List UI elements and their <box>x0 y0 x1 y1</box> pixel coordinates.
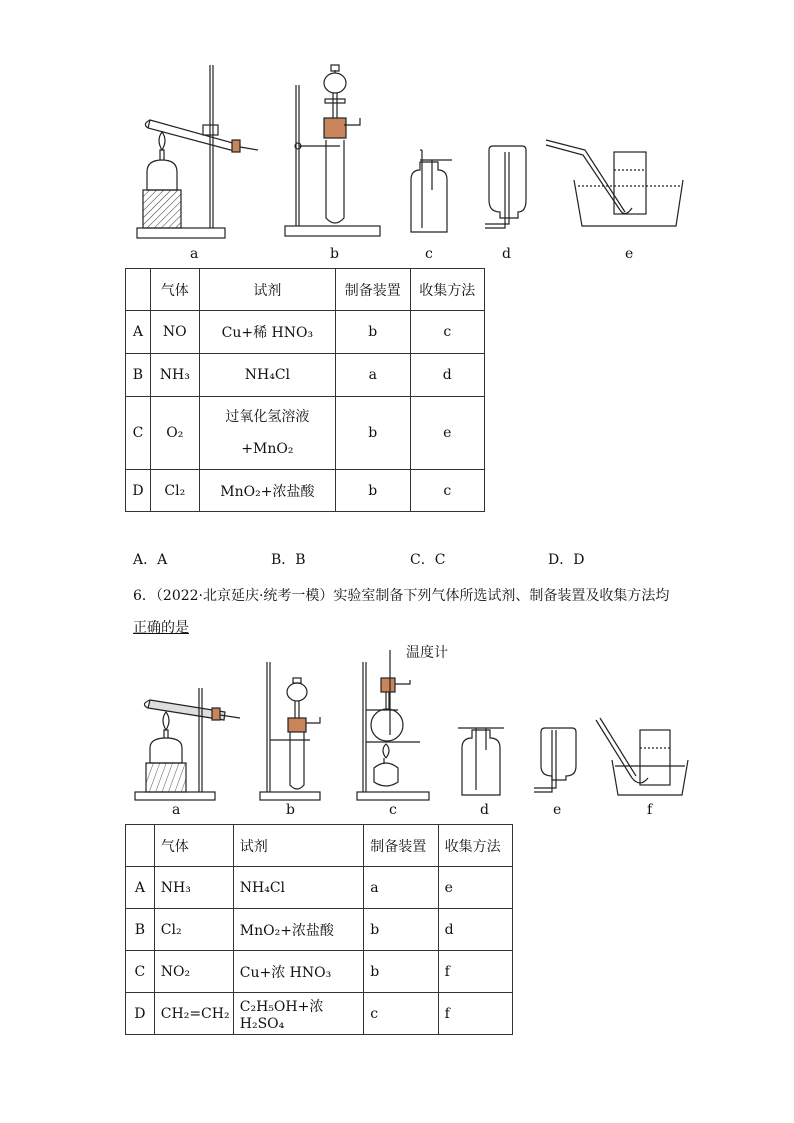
table-row <box>126 993 513 1035</box>
q5-label-c: c <box>425 246 433 262</box>
table-row <box>126 269 485 311</box>
q6-label-a: a <box>172 802 181 818</box>
reagent-line2: +MnO₂ <box>241 441 294 457</box>
option-a[interactable]: A．A <box>133 552 168 568</box>
option-cell: B <box>126 909 155 951</box>
option-d[interactable]: D．D <box>548 552 585 568</box>
gas-cell: NH₃ <box>150 354 199 397</box>
collect-cell: e <box>410 397 484 470</box>
reagent-cell: Cu+浓 HNO₃ <box>233 951 364 993</box>
device-cell: b <box>336 397 410 470</box>
table-row <box>126 825 513 867</box>
reagent-cell: MnO₂+浓盐酸 <box>233 909 364 951</box>
table-row <box>126 354 485 397</box>
gas-cell: Cl₂ <box>150 470 199 512</box>
header-cell: 收集方法 <box>410 269 484 311</box>
header-cell <box>126 825 155 867</box>
gas-cell: Cl₂ <box>154 909 233 951</box>
option-cell: B <box>126 354 151 397</box>
device-cell: a <box>336 354 410 397</box>
device-cell: b <box>364 909 438 951</box>
device-cell: a <box>364 867 438 909</box>
header-cell: 制备装置 <box>336 269 410 311</box>
q6-label-f: f <box>647 802 653 818</box>
table-row <box>126 909 513 951</box>
q6-label-b: b <box>286 802 295 818</box>
option-cell: C <box>126 397 151 470</box>
collect-cell: d <box>410 354 484 397</box>
collect-cell: d <box>438 909 512 951</box>
device-cell: b <box>364 951 438 993</box>
q5-label-a: a <box>190 246 199 262</box>
gas-cell: NO₂ <box>154 951 233 993</box>
q6-stem <box>133 580 693 644</box>
option-cell: A <box>126 311 151 354</box>
reagent-cell: C₂H₅OH+浓 H₂SO₄ <box>233 993 364 1035</box>
table-row <box>126 951 513 993</box>
device-cell: b <box>336 311 410 354</box>
header-cell: 气体 <box>150 269 199 311</box>
reagent-cell: NH₄Cl <box>199 354 335 397</box>
collect-cell: f <box>438 951 512 993</box>
option-c[interactable]: C．C <box>410 552 446 568</box>
q5-label-d: d <box>502 246 511 262</box>
gas-cell: CH₂=CH₂ <box>154 993 233 1035</box>
table-row <box>126 470 485 512</box>
option-cell: A <box>126 867 155 909</box>
q6-apparatus-figure <box>0 640 794 810</box>
option-b[interactable]: B．B <box>271 552 306 568</box>
header-cell: 试剂 <box>233 825 364 867</box>
q6-stem-line2: 正确的是 <box>133 620 189 636</box>
gas-cell: O₂ <box>150 397 199 470</box>
table-row <box>126 397 485 470</box>
option-cell: C <box>126 951 155 993</box>
thermometer-label: 温度计 <box>406 645 448 661</box>
q6-table <box>125 824 513 1035</box>
collect-cell: e <box>438 867 512 909</box>
header-cell: 制备装置 <box>364 825 438 867</box>
table-row <box>126 867 513 909</box>
q6-stem-line1: 6．（2022·北京延庆·统考一模）实验室制备下列气体所选试剂、制备装置及收集方法均 <box>133 588 670 604</box>
reagent-cell: NH₄Cl <box>233 867 364 909</box>
reagent-cell: MnO₂+浓盐酸 <box>199 470 335 512</box>
table-row <box>126 311 485 354</box>
collect-cell: c <box>410 470 484 512</box>
q5-table <box>125 268 485 512</box>
header-cell: 试剂 <box>199 269 335 311</box>
q6-label-d: d <box>480 802 489 818</box>
option-cell: D <box>126 470 151 512</box>
device-cell: b <box>336 470 410 512</box>
device-cell: c <box>364 993 438 1035</box>
header-cell <box>126 269 151 311</box>
gas-cell: NO <box>150 311 199 354</box>
q5-apparatus-figure <box>0 0 794 270</box>
header-cell: 气体 <box>154 825 233 867</box>
q6-label-e: e <box>553 802 562 818</box>
q5-label-e: e <box>625 246 634 262</box>
gas-cell: NH₃ <box>154 867 233 909</box>
reagent-cell: Cu+稀 HNO₃ <box>199 311 335 354</box>
q5-label-b: b <box>330 246 339 262</box>
reagent-line1: 过氧化氢溶液 <box>225 409 310 425</box>
collect-cell: c <box>410 311 484 354</box>
q6-label-c: c <box>389 802 397 818</box>
header-cell: 收集方法 <box>438 825 512 867</box>
option-cell: D <box>126 993 155 1035</box>
collect-cell: f <box>438 993 512 1035</box>
reagent-cell <box>199 397 335 470</box>
